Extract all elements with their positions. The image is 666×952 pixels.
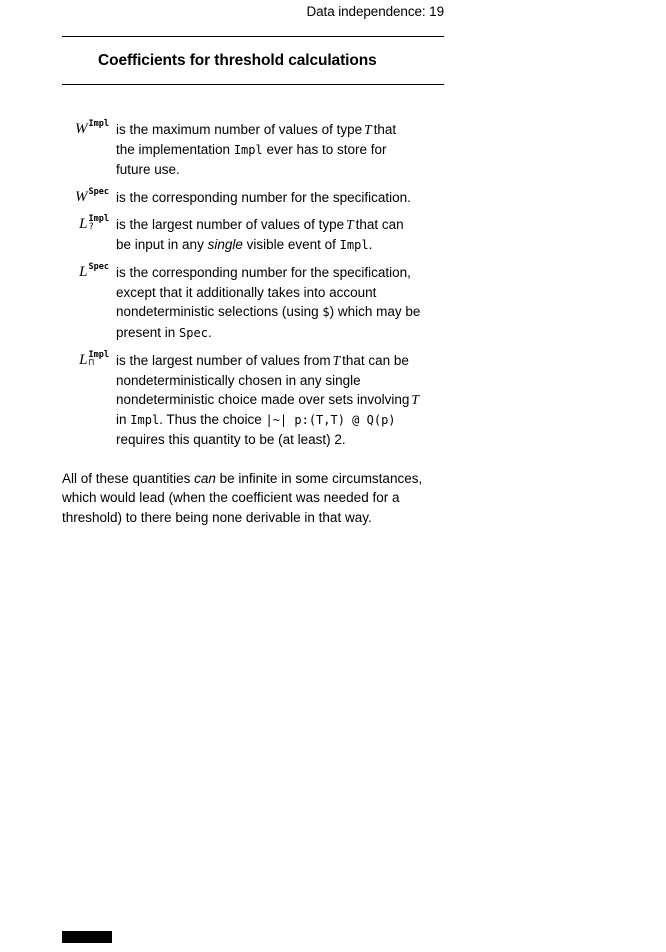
symbol-base: L [79, 352, 88, 368]
symbol-scripts [89, 188, 109, 208]
symbol-scripts [89, 215, 109, 235]
symbol-superscript: Impl [88, 119, 109, 129]
definition-row-w-spec [62, 188, 444, 208]
symbol-l-input-impl [62, 215, 109, 235]
definition-row-l-input-impl [62, 215, 444, 255]
symbol-w-impl [62, 120, 109, 140]
definition-row-l-sqcap-impl [62, 351, 444, 450]
symbol-base: W [75, 188, 88, 205]
symbol-l-sqcap-impl [62, 351, 109, 371]
symbol-base: L [79, 264, 88, 280]
symbol-scripts [89, 263, 109, 283]
slide-content [62, 0, 444, 527]
symbol-superscript: Spec [88, 262, 109, 272]
definition-text: is the largest number of values from T that can be nondeterministically chosen in any single nondeterministic choice made over sets involving T in Impl. Thus the choice |~| p:(T,T) @ Q(p) requires this quantity to be (at least) 2. [116, 353, 419, 447]
symbol-base: L [79, 216, 88, 232]
definition-row-w-impl [62, 120, 444, 180]
symbol-subscript [89, 196, 109, 204]
definition-text: is the corresponding number for the specification. [116, 189, 411, 205]
symbol-subscript [89, 128, 109, 136]
definition-row-l-spec [62, 263, 444, 343]
page-header-label: Data independence: 19 [306, 4, 444, 19]
closing-paragraph: All of these quantities can be infinite in some circumstances, which would lead (when the coefficient was needed for a threshold) to there being none derivable in that way. [62, 470, 423, 525]
slide-progress-marker [62, 931, 112, 943]
slide-title: Coefficients for threshold calculations [98, 52, 377, 69]
page-header [62, 0, 444, 20]
symbol-scripts [89, 120, 109, 140]
symbol-subscript: ? [88, 222, 94, 232]
symbol-superscript: Impl [88, 350, 109, 360]
symbol-w-spec [62, 188, 109, 208]
symbol-subscript [89, 271, 109, 279]
symbol-subscript: ⊓ [88, 358, 94, 368]
title-rule [62, 84, 444, 85]
symbol-l-spec [62, 263, 109, 283]
definition-list [62, 120, 444, 450]
definition-text: is the largest number of values of type T that can be input in any single visible event of Impl. [116, 217, 404, 252]
definition-text: is the maximum number of values of type T that the implementation Impl ever has to store for future use. [116, 122, 397, 177]
symbol-base: W [75, 121, 88, 137]
definition-text: is the corresponding number for the specification, except that it additionally takes into account nondeterministic selections (using $) which may be present in Spec. [116, 265, 421, 340]
symbol-superscript: Spec [88, 186, 109, 197]
symbol-superscript: Impl [88, 214, 109, 224]
symbol-scripts [89, 351, 109, 371]
top-rule [62, 36, 444, 37]
